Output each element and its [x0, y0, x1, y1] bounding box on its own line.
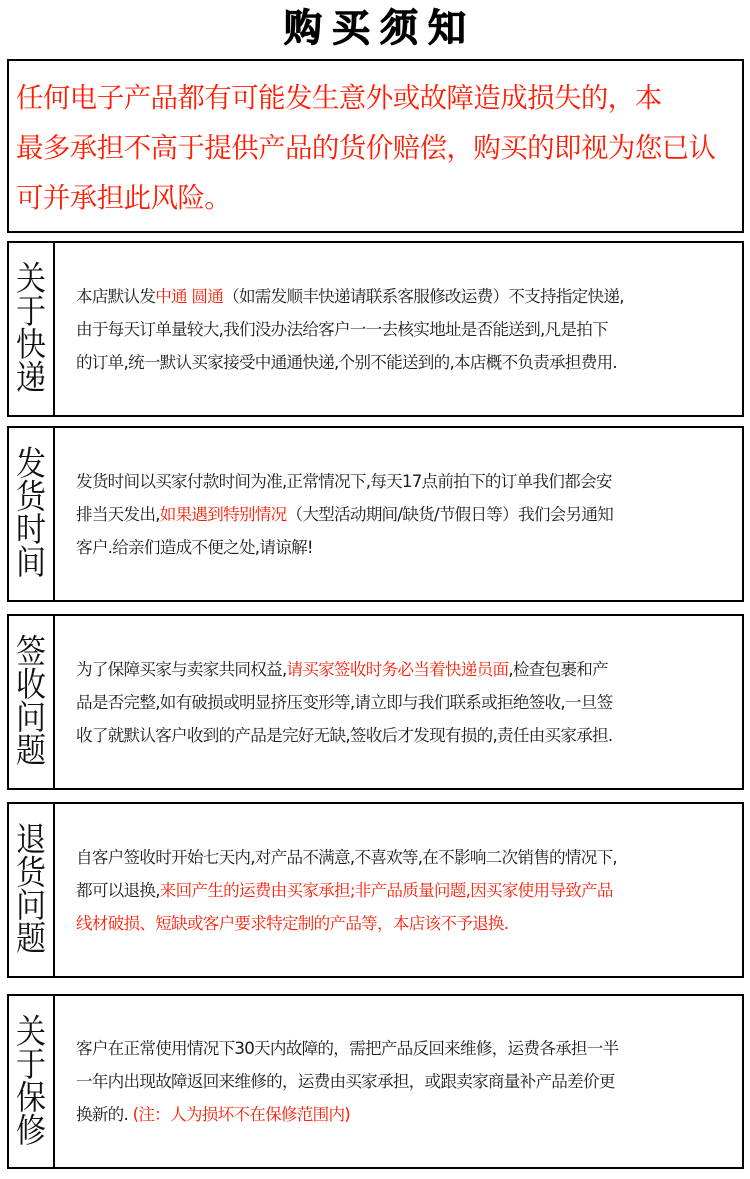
body-line [76, 874, 742, 907]
text-segment: 都可以退换, [76, 880, 160, 900]
section-label-char: 保 [16, 1078, 46, 1118]
text-segment: 一年内出现故障返回来维修的，运费由买家承担，或跟卖家商量补产品差价更 [76, 1072, 615, 1091]
section-label-char: 签 [16, 632, 46, 673]
text-segment: 客户.给亲们造成不便之处,请谅解! [76, 537, 313, 557]
text-segment: 发货时间以买家付款时间为准,正常情况下,每天17点前拍下的订单我们都会安 [76, 471, 612, 491]
section-label-char: 退 [16, 820, 46, 861]
section-label-char: 收 [16, 665, 46, 706]
highlight-text: 请买家签收时务必当着快递员面 [286, 659, 509, 679]
section-label-char: 快 [16, 325, 46, 366]
section-shipping-time [7, 426, 744, 602]
section-label-char: 于 [16, 292, 46, 333]
section-label-char: 于 [16, 1045, 46, 1085]
body-line [76, 313, 742, 346]
text-segment: 排当天发出, [76, 504, 160, 524]
body-line [76, 1098, 742, 1131]
section-label [9, 804, 55, 976]
section-label-char: 问 [16, 886, 46, 927]
section-body [55, 996, 742, 1167]
section-label-char: 间 [16, 543, 46, 584]
highlight-text: 线材破损、短缺或客户要求特定制的产品等，本店该不予退换. [76, 913, 509, 933]
text-segment: 客户在正常使用情况下30天内故障的，需把产品反回来维修，运费各承担一半 [76, 1039, 619, 1058]
body-line [76, 531, 742, 564]
section-returns [7, 802, 744, 978]
section-label [9, 428, 55, 600]
page-title: 购买须知 [283, 6, 476, 50]
highlight-text: (注：人为损坏不在保修范围内) [132, 1105, 351, 1124]
text-segment: 自客户签收时开始七天内,对产品不满意,不喜欢等,在不影响二次销售的情况下, [76, 847, 617, 867]
highlight-text: 中通 圆通 [155, 286, 224, 306]
section-body [55, 243, 742, 415]
section-label-char: 时 [16, 510, 46, 551]
disclaimer-notice-box [7, 59, 744, 233]
section-label-char: 关 [16, 1012, 46, 1052]
section-body [55, 428, 742, 600]
section-label-char: 递 [16, 358, 46, 399]
text-segment: （大型活动期间/缺货/节假日等）我们会另通知 [286, 504, 614, 524]
body-line [76, 1032, 742, 1065]
section-label-char: 修 [16, 1111, 46, 1151]
highlight-text: 来回产生的运费由买家承担;非产品质量问题,因买家使用导致产品 [159, 880, 613, 900]
body-line [76, 346, 742, 379]
body-line [76, 841, 742, 874]
body-line [76, 1065, 742, 1098]
body-line [76, 653, 742, 686]
section-label-char: 题 [16, 919, 46, 960]
section-body [55, 804, 742, 976]
section-label-char: 发 [16, 444, 46, 485]
text-segment: 的订单,统一默认买家接受中通通快递,个别不能送到的,本店概不负责承担费用. [76, 352, 617, 372]
body-line [76, 719, 742, 752]
text-segment: 品是否完整,如有破损或明显挤压变形等,请立即与我们联系或拒绝签收,一旦签 [76, 692, 613, 712]
section-label-char: 关 [16, 259, 46, 300]
section-label-char: 题 [16, 731, 46, 772]
section-label [9, 243, 55, 415]
body-line [76, 686, 742, 719]
text-segment: 收了就默认客户收到的产品是完好无缺,签收后才发现有损的,责任由买家承担. [76, 725, 613, 745]
text-segment: 换新的. [76, 1105, 133, 1124]
disclaimer-line: 最多承担不高于提供产品的货价赔偿，购买的即视为您已认 [16, 132, 716, 164]
text-segment: 由于每天订单量较大,我们没办法给客户一一去核实地址是否能送到,凡是拍下 [76, 319, 608, 339]
body-line [76, 280, 742, 313]
section-label [9, 996, 55, 1167]
disclaimer-line: 可并承担此风险。 [16, 182, 232, 214]
section-shipping-courier [7, 241, 744, 417]
section-label-char: 问 [16, 698, 46, 739]
disclaimer-line: 任何电子产品都有可能发生意外或故障造成损失的，本 [16, 82, 662, 114]
text-segment: 为了保障买家与卖家共同权益, [76, 659, 287, 679]
section-warranty [7, 994, 744, 1169]
body-line [76, 465, 742, 498]
section-label-char: 货 [16, 477, 46, 518]
body-line [76, 907, 742, 940]
section-delivery-signing [7, 614, 744, 790]
section-label [9, 616, 55, 788]
section-body [55, 616, 742, 788]
highlight-text: 如果遇到特别情况 [159, 504, 287, 524]
text-segment: 本店默认发 [76, 286, 156, 306]
section-label-char: 货 [16, 853, 46, 894]
text-segment: ,检查包裹和产 [508, 659, 608, 679]
text-segment: （如需发顺丰快递请联系客服修改运费）不支持指定快递, [223, 286, 624, 306]
body-line [76, 498, 742, 531]
